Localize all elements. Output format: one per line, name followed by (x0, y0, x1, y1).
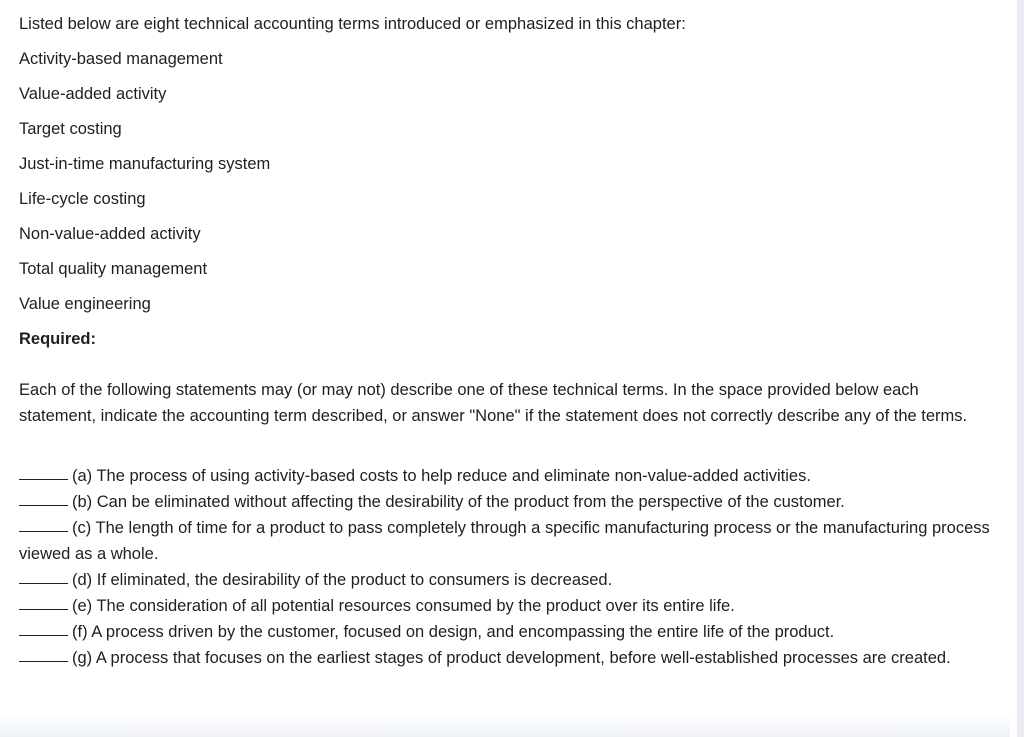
statement-item (19, 619, 994, 645)
statement-text: (g) A process that focuses on the earliest stages of product development, before well-established processes are created. (72, 649, 951, 667)
statement-text: (e) The consideration of all potential resources consumed by the product over its entire life. (72, 597, 735, 615)
scroll-gutter (1017, 0, 1024, 737)
instructions-text: Each of the following statements may (or may not) describe one of these technical terms. In the space provided below each statement, indicate the accounting term described, or answer "None" if the statement does not correctly describe any of the terms. (19, 381, 968, 425)
statement-text: (c) The length of time for a product to pass completely through a specific manufacturing process or the manufacturing process viewed as a whole. (19, 519, 990, 563)
statement-item (19, 567, 994, 593)
statement-text: (d) If eliminated, the desirability of the product to consumers is decreased. (72, 571, 613, 589)
term-item: Value engineering (19, 295, 151, 313)
term-item: Activity-based management (19, 50, 223, 68)
statement-item (19, 463, 994, 489)
answer-blank (19, 504, 68, 506)
statement-text: (a) The process of using activity-based costs to help reduce and eliminate non-value-added activities. (72, 467, 811, 485)
term-item: Value-added activity (19, 85, 167, 103)
answer-blank (19, 660, 68, 662)
answer-blank (19, 530, 68, 532)
term-item: Life-cycle costing (19, 190, 146, 208)
question-content (19, 11, 994, 671)
bottom-fade (0, 715, 1010, 737)
term-item: Target costing (19, 120, 122, 138)
statement-list (19, 463, 994, 671)
answer-blank (19, 478, 68, 480)
statement-item (19, 593, 994, 619)
statement-item (19, 515, 994, 567)
answer-blank (19, 608, 68, 610)
term-item: Total quality management (19, 260, 208, 278)
statement-item (19, 645, 994, 671)
intro-text: Listed below are eight technical accounting terms introduced or emphasized in this chapter: (19, 15, 686, 33)
term-item: Just-in-time manufacturing system (19, 155, 271, 173)
statement-item (19, 489, 994, 515)
term-item: Non-value-added activity (19, 225, 201, 243)
statement-text: (f) A process driven by the customer, focused on design, and encompassing the entire life of the product. (72, 623, 835, 641)
answer-blank (19, 634, 68, 636)
answer-blank (19, 582, 68, 584)
required-heading: Required: (19, 330, 97, 348)
statement-text: (b) Can be eliminated without affecting the desirability of the product from the perspective of the customer. (72, 493, 845, 511)
